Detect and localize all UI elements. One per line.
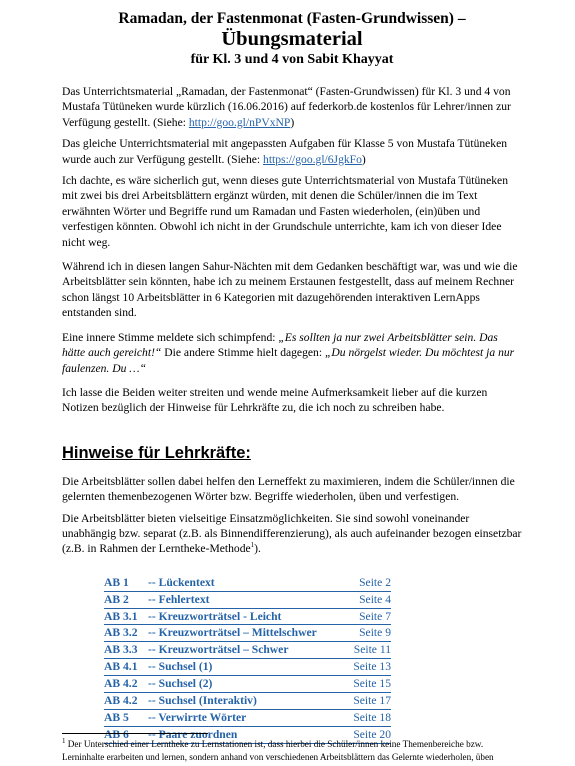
- footnote-text: Der Unterschied einer Lerntheke zu Lernstationen ist, dass hierbei die Schüler/innen keine Themenbereiche bzw. Lerninhalte erarbeiten und lernen, sondern anhand von verschiedenen Arbeitsblättern das Gelernte wiederholen, üben: [62, 739, 494, 762]
- toc-entry-code: AB 6: [104, 727, 129, 741]
- toc-entry-title: [104, 710, 246, 726]
- toc-entry-title: [104, 575, 215, 591]
- toc-entry-code: AB 3.1: [104, 609, 138, 623]
- toc-entry[interactable]: [104, 676, 391, 693]
- document-subtitle: für Kl. 3 und 4 von Sabit Khayyat: [190, 52, 394, 67]
- toc-entry-title: [104, 609, 281, 625]
- toc-entry-code: AB 1: [104, 575, 129, 589]
- toc-entry-label: -- Suchsel (1): [148, 660, 213, 674]
- toc-entry-page: Seite 18: [353, 710, 391, 724]
- section-paragraph-2: [62, 511, 522, 557]
- toc-entry-title: [104, 592, 209, 608]
- toc-entry[interactable]: [104, 625, 391, 642]
- goo-gl-link-1[interactable]: http://goo.gl/nPVxNP: [188, 115, 291, 129]
- goo-gl-link-2[interactable]: https://goo.gl/6JgkFo: [263, 152, 362, 166]
- toc-entry-code: AB 3.2: [104, 626, 138, 640]
- intro-paragraph-2: [62, 136, 522, 167]
- section-paragraph-2-end: ).: [254, 542, 261, 556]
- document-page: [62, 8, 522, 744]
- toc-entry[interactable]: [104, 592, 391, 609]
- footnote: [62, 738, 527, 763]
- toc-entry-title: [104, 693, 257, 709]
- toc-entry-code: AB 2: [104, 592, 129, 606]
- intro-paragraph-5: [62, 330, 522, 376]
- toc-entry-page: Seite 9: [359, 626, 391, 640]
- table-of-contents: [104, 575, 391, 744]
- toc-entry-title: [104, 659, 212, 675]
- intro-paragraph-2-end: ): [361, 152, 366, 166]
- section-heading: Hinweise für Lehrkräfte:: [62, 443, 251, 462]
- toc-entry-label: -- Kreuzworträtsel – Mittelschwer: [148, 626, 317, 640]
- toc-entry[interactable]: [104, 575, 391, 592]
- toc-entry-label: -- Fehlertext: [148, 592, 210, 606]
- inner-voice-quote-1: „Es sollten ja nur zwei Arbeitsblätter sein. Das hätte auch gereicht!“: [62, 330, 498, 360]
- section-paragraph-2-text: Die Arbeitsblätter bieten vielseitige Einsatzmöglichkeiten. Sie sind sowohl voneinander unabhängig bzw. separat (z.B. als Binnendifferenzierung), als auch aufeinander bezogen einsetzbar (z.B. in Rahmen der Lerntheke-Methode: [62, 511, 522, 556]
- toc-entry-title: [104, 625, 317, 641]
- toc-entry-title: [104, 676, 212, 692]
- intro-paragraph-3: Ich dachte, es wäre sicherlich gut, wenn dieses gute Unterrichtsmaterial von Mustafa Tütüneken mit zwei bis drei Arbeitsblättern ergänzt würden, mit denen die Schüler/innen die im Text erwähnten Wörter und Begriffe rund um Ramadan und Fasten wiederholen, (ein)üben und verfestigen könnten. Obwohl ich nicht in der Grundschule unterrichte, kam ich von dieser Idee nicht weg.: [62, 174, 508, 249]
- toc-entry[interactable]: [104, 642, 391, 659]
- footnote-mark: 1: [62, 736, 66, 745]
- intro-paragraph-4: Während ich in diesen langen Sahur-Nächten mit dem Gedanken beschäftigt war, was und wie die Arbeitsblätter sein könnten, habe ich zu meinem Erstaunen festgestellt, dass auf meinem Rechner schon längst 10 Arbeitsblätter in 6 Kategorien mit dazugehörenden interaktiven LernApps entstanden sind.: [62, 260, 518, 320]
- toc-entry-code: AB 4.2: [104, 693, 138, 707]
- toc-entry-code: AB 3.3: [104, 643, 138, 657]
- inner-voice-middle: Die andere Stimme hielt dagegen:: [161, 346, 325, 360]
- toc-entry-code: AB 4.2: [104, 677, 138, 691]
- intro-paragraph-1-text: Das Unterrichtsmaterial „Ramadan, der Fastenmonat“ (Fasten-Grundwissen) für Kl. 3 und 4 von Mustafa Tütüneken wurde kürzlich (16.06.2016) auf federkorb.de kostenlos für Lehrer/innen zur Verfügung gestellt. (Siehe:: [62, 85, 511, 129]
- document-title-line-2: Übungsmaterial: [221, 28, 363, 50]
- inner-voice-intro: Eine innere Stimme meldete sich schimpfend:: [62, 330, 279, 344]
- toc-entry-page: Seite 11: [353, 643, 391, 657]
- intro-paragraph-1-end: ): [290, 115, 295, 129]
- intro-paragraph-6: Ich lasse die Beiden weiter streiten und wende meine Aufmerksamkeit lieber auf die kurzen Notizen bezüglich der Hinweise für Lehrkräfte zu, die ich noch zu schreiben habe.: [62, 385, 488, 415]
- toc-entry[interactable]: [104, 659, 391, 676]
- toc-entry-page: Seite 7: [359, 609, 391, 623]
- toc-entry-label: -- Kreuzworträtsel - Leicht: [148, 609, 282, 623]
- toc-entry-code: AB 5: [104, 710, 129, 724]
- toc-entry-page: Seite 17: [353, 693, 391, 707]
- section-paragraph-1: Die Arbeitsblätter sollen dabei helfen den Lerneffekt zu maximieren, indem die Schüler/innen die gelernten themenbezogenen Wörter bzw. Begriffe wiederholen, üben und verfestigen.: [62, 474, 515, 504]
- toc-entry-title: [104, 642, 288, 658]
- intro-paragraph-2-text: Das gleiche Unterrichtsmaterial mit angepassten Aufgaben für Klasse 5 von Mustafa Tütüneken wurde auch zur Verfügung gestellt. (Siehe:: [62, 137, 508, 166]
- toc-entry-label: -- Kreuzworträtsel – Schwer: [148, 643, 289, 657]
- toc-entry[interactable]: [104, 710, 391, 727]
- footnote-reference[interactable]: 1: [250, 541, 255, 550]
- toc-entry[interactable]: [104, 693, 391, 710]
- intro-paragraph-1: [62, 84, 522, 130]
- footnote-divider: [62, 733, 208, 734]
- toc-entry-label: -- Verwirrte Wörter: [148, 710, 247, 724]
- toc-entry-page: Seite 20: [353, 727, 391, 741]
- toc-entry-label: -- Lückentext: [148, 575, 215, 589]
- toc-entry-page: Seite 2: [359, 575, 391, 589]
- toc-entry-label: -- Paare zuordnen: [148, 727, 238, 741]
- toc-entry-label: -- Suchsel (2): [148, 677, 213, 691]
- document-title-line-1: Ramadan, der Fastenmonat (Fasten-Grundwissen) –: [118, 10, 466, 27]
- toc-entry-page: Seite 13: [353, 660, 391, 674]
- toc-entry-page: Seite 15: [353, 677, 391, 691]
- toc-entry-label: -- Suchsel (Interaktiv): [148, 693, 257, 707]
- toc-entry-page: Seite 4: [359, 592, 391, 606]
- inner-voice-quote-2: „Du nörgelst wieder. Du möchtest ja nur faulenzen. Du …“: [62, 346, 515, 375]
- toc-entry-code: AB 4.1: [104, 660, 138, 674]
- toc-entry[interactable]: [104, 609, 391, 626]
